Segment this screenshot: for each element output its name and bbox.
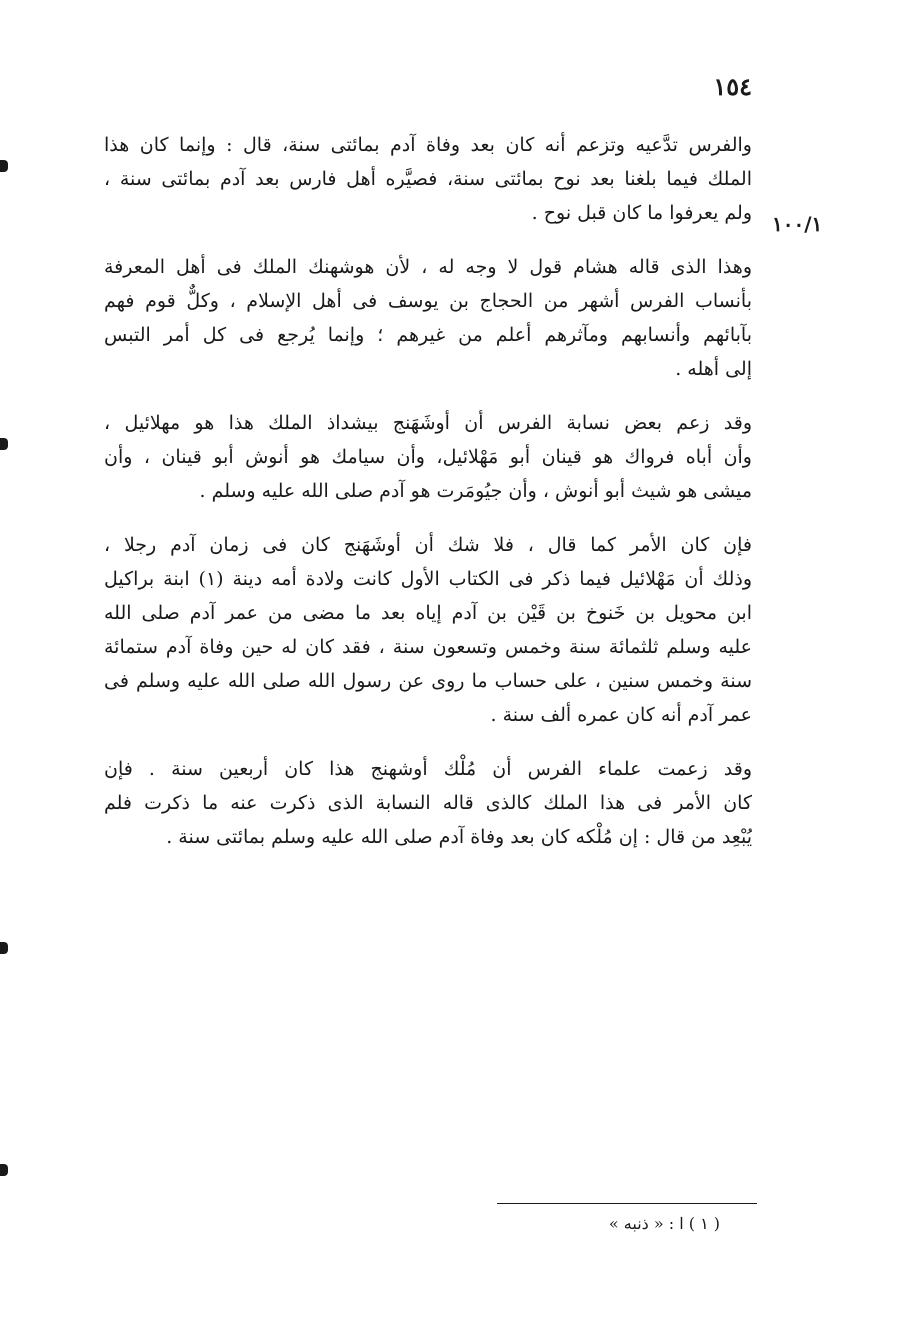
- text-line: ميشى هو شيث أبو أنوش ، وأن جيُومَرت هو آدم صلى الله عليه وسلم .: [199, 480, 752, 502]
- page-number: ١٥٤: [713, 72, 752, 101]
- page-edge-mark: [0, 1164, 8, 1176]
- paragraph: [104, 250, 752, 386]
- text-line: ابن محويل بن خَنوخ بن قَيْن بن آدم إياه بعد ما مضى من عمر آدم صلى الله: [104, 602, 752, 624]
- text-line: وهذا الذى قاله هشام قول لا وجه له ، لأن هوشهنك الملك فى أهل المعرفة: [104, 256, 752, 278]
- page-edge-mark: [0, 438, 8, 450]
- text-line: والفرس تدَّعيه وتزعم أنه كان بعد وفاة آدم بمائتى سنة، قال : وإنما كان هذا: [104, 134, 752, 156]
- page-edge-mark: [0, 160, 8, 172]
- page-edge-mark: [0, 942, 8, 954]
- text-line: بآبائهم وأنسابهم ومآثرهم أعلم من غيرهم ؛ وإنما يُرجع فى كل أمر التبس: [104, 324, 752, 346]
- margin-reference: ١٠٠/١: [772, 212, 823, 236]
- text-line: بأنساب الفرس أشهر من الحجاج بن يوسف فى أهل الإسلام ، وكلٌّ قوم فهم: [104, 290, 752, 312]
- text-line: يُبْعِد من قال : إن مُلْكه كان بعد وفاة آدم صلى الله عليه وسلم بمائتى سنة .: [166, 826, 752, 848]
- text-line: عمر آدم أنه كان عمره ألف سنة .: [490, 704, 752, 726]
- paragraph: [104, 528, 752, 732]
- text-line: فإن كان الأمر كما قال ، فلا شك أن أوشَهَنج كان فى زمان آدم رجلا ،: [104, 534, 752, 556]
- text-line: وأن أباه فرواك هو قينان أبو مَهْلائيل، وأن سيامك هو أنوش أبو قينان ، وأن: [104, 446, 752, 468]
- text-line: الملك فيما بلغنا بعد نوح بمائتى سنة، فصيَّره أهل فارس بعد آدم بمائتى سنة ،: [104, 168, 752, 190]
- text-line: وقد زعم بعض نسابة الفرس أن أوشَهَنج بيشداذ الملك هذا هو مهلائيل ،: [104, 412, 752, 434]
- footnote-divider: [497, 1203, 757, 1204]
- paragraph: [104, 752, 752, 854]
- footnote: ( ١ ) ا : « ذنبه »: [608, 1214, 720, 1233]
- paragraph: [104, 128, 752, 230]
- text-line: ولم يعرفوا ما كان قبل نوح .: [531, 202, 752, 224]
- text-line: كان الأمر فى هذا الملك كالذى قاله النسابة الذى ذكرت عنه ما ذكرت فلم: [104, 792, 752, 814]
- text-line: وذلك أن مَهْلائيل فيما ذكر فى الكتاب الأول كانت ولادة أمه دينة (١) ابنة براكيل: [104, 568, 752, 590]
- text-line: سنة وخمس سنين ، على حساب ما روى عن رسول الله صلى الله عليه وسلم فى: [104, 670, 752, 692]
- text-line: إلى أهله .: [675, 358, 752, 380]
- text-line: وقد زعمت علماء الفرس أن مُلْك أوشهنج هذا كان أربعين سنة . فإن: [104, 758, 752, 780]
- text-line: عليه وسلم ثلثمائة سنة وخمس وتسعون سنة ، فقد كان له حين وفاة آدم ستمائة: [104, 636, 752, 658]
- main-text: [104, 128, 752, 874]
- paragraph: [104, 406, 752, 508]
